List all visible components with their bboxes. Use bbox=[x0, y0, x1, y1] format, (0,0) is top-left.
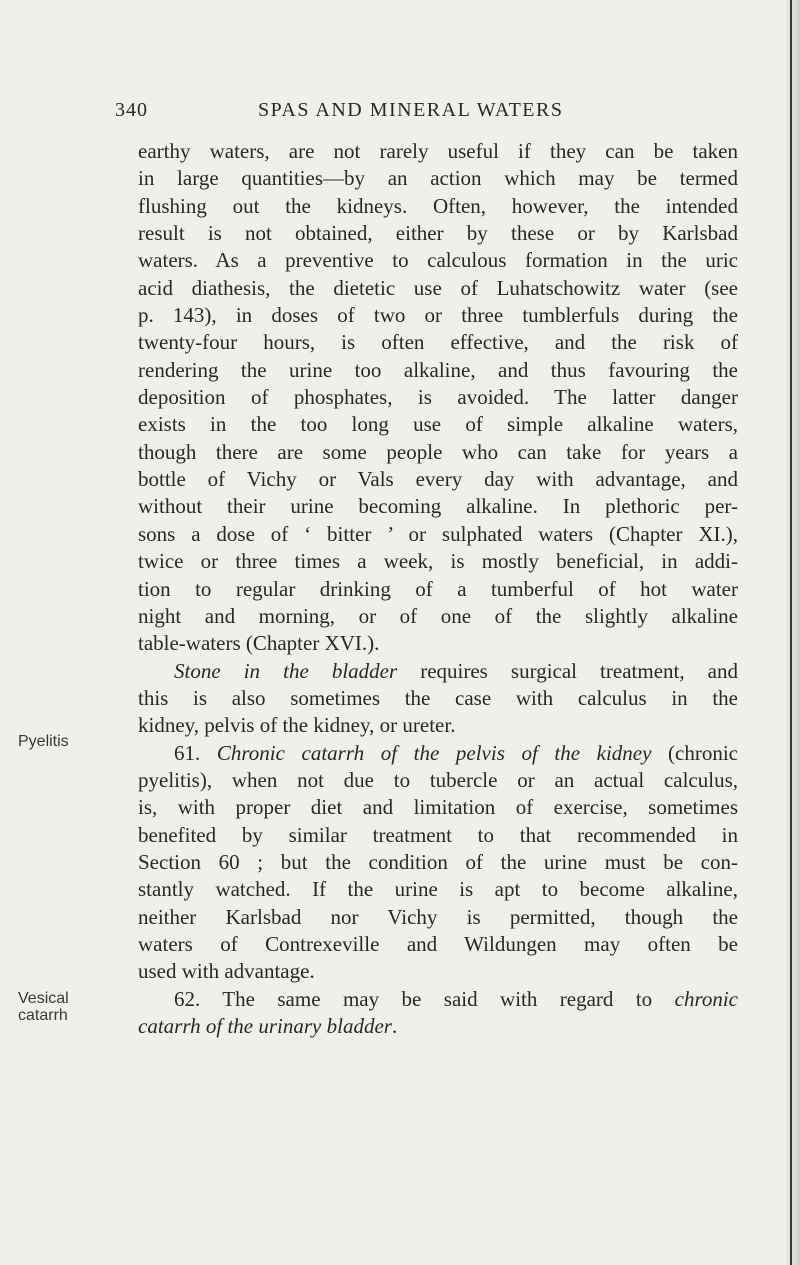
section-62-text: 62. The same may be said with regard to bbox=[174, 986, 675, 1011]
page-number: 340 bbox=[115, 99, 148, 121]
text-line: flushing out the kidneys. Often, however, the intended bbox=[138, 193, 738, 218]
text-line: deposition of phosphates, is avoided. The latter danger bbox=[138, 385, 738, 410]
margin-note-pyelitis: Pyelitis bbox=[18, 733, 69, 750]
text-line: twenty-four hours, is often effective, and the risk of bbox=[138, 330, 738, 355]
text-line: tion to regular drinking of a tumberful of hot water bbox=[138, 576, 738, 601]
section-62-italic-2: catarrh of the urinary bladder bbox=[138, 1014, 392, 1038]
margin-note-vesical bbox=[18, 990, 69, 1024]
page-edge-shadow bbox=[786, 0, 800, 1265]
section-61-heading: Chronic catarrh of the pelvis of the kidney bbox=[216, 740, 652, 765]
text-line: is, with proper diet and limitation of exercise, sometimes bbox=[138, 795, 738, 820]
text-line: bottle of Vichy or Vals every day with advantage, and bbox=[138, 467, 738, 492]
text-line: rendering the urine too alkaline, and thus favouring the bbox=[138, 357, 738, 382]
text-line: kidney, pelvis of the kidney, or ureter. bbox=[138, 713, 456, 738]
text-line: table-waters (Chapter XVI.). bbox=[138, 631, 380, 656]
section-62-end: . bbox=[391, 1014, 398, 1038]
text-line: Section 60 ; but the condition of the urine must be con- bbox=[138, 849, 738, 874]
stone-heading: Stone in the bladder bbox=[174, 658, 398, 683]
section-61-line1 bbox=[138, 740, 738, 767]
text-line: exists in the too long use of simple alkaline waters, bbox=[138, 412, 738, 437]
page-header bbox=[115, 99, 745, 129]
page-edge-line bbox=[790, 0, 792, 1265]
text-line: benefited by similar treatment to that recommended in bbox=[138, 822, 738, 847]
text-line: p. 143), in doses of two or three tumblerfuls during the bbox=[138, 303, 738, 328]
text-line: this is also sometimes the case with calculus in the bbox=[138, 685, 738, 710]
running-head: SPAS AND MINERAL WATERS bbox=[258, 99, 564, 121]
text-line: used with advantage. bbox=[138, 959, 315, 984]
text-line: sons a dose of ‘ bitter ’ or sulphated waters (Chapter XI.), bbox=[138, 521, 738, 546]
text-line: without their urine becoming alkaline. In plethoric per- bbox=[138, 494, 738, 519]
text-line: pyelitis), when not due to tubercle or an actual calculus, bbox=[138, 767, 738, 792]
text-line: stantly watched. If the urine is apt to become alkaline, bbox=[138, 877, 738, 902]
section-62-italic-1: chronic bbox=[674, 986, 738, 1011]
section-62-line2 bbox=[138, 1013, 738, 1040]
text-line: twice or three times a week, is mostly beneficial, in addi- bbox=[138, 549, 738, 574]
text-line: acid diathesis, the dietetic use of Luhatschowitz water (see bbox=[138, 275, 738, 300]
text-line: waters of Contrexeville and Wildungen may often be bbox=[138, 931, 738, 956]
text-line: result is not obtained, either by these or by Karlsbad bbox=[138, 221, 738, 246]
body-text bbox=[138, 138, 738, 1040]
text-line: though there are some people who can take for years a bbox=[138, 439, 738, 464]
text-line: night and morning, or of one of the slightly alkaline bbox=[138, 603, 738, 628]
margin-note-vesical-line1: Vesical bbox=[18, 990, 69, 1007]
text-line: waters. As a preventive to calculous formation in the uric bbox=[138, 248, 738, 273]
stone-line1-rest: requires surgical treatment, and bbox=[397, 658, 738, 683]
section-61-number: 61. bbox=[174, 740, 217, 765]
section-62-line1 bbox=[138, 986, 738, 1013]
text-line: in large quantities—by an action which may be termed bbox=[138, 166, 738, 191]
text-line: neither Karlsbad nor Vichy is permitted, though the bbox=[138, 904, 738, 929]
section-61-line1-rest: (chronic bbox=[651, 740, 738, 765]
text-line: earthy waters, are not rarely useful if they can be taken bbox=[138, 139, 738, 163]
stone-paragraph-line1 bbox=[138, 658, 738, 685]
margin-note-vesical-line2: catarrh bbox=[18, 1007, 68, 1024]
